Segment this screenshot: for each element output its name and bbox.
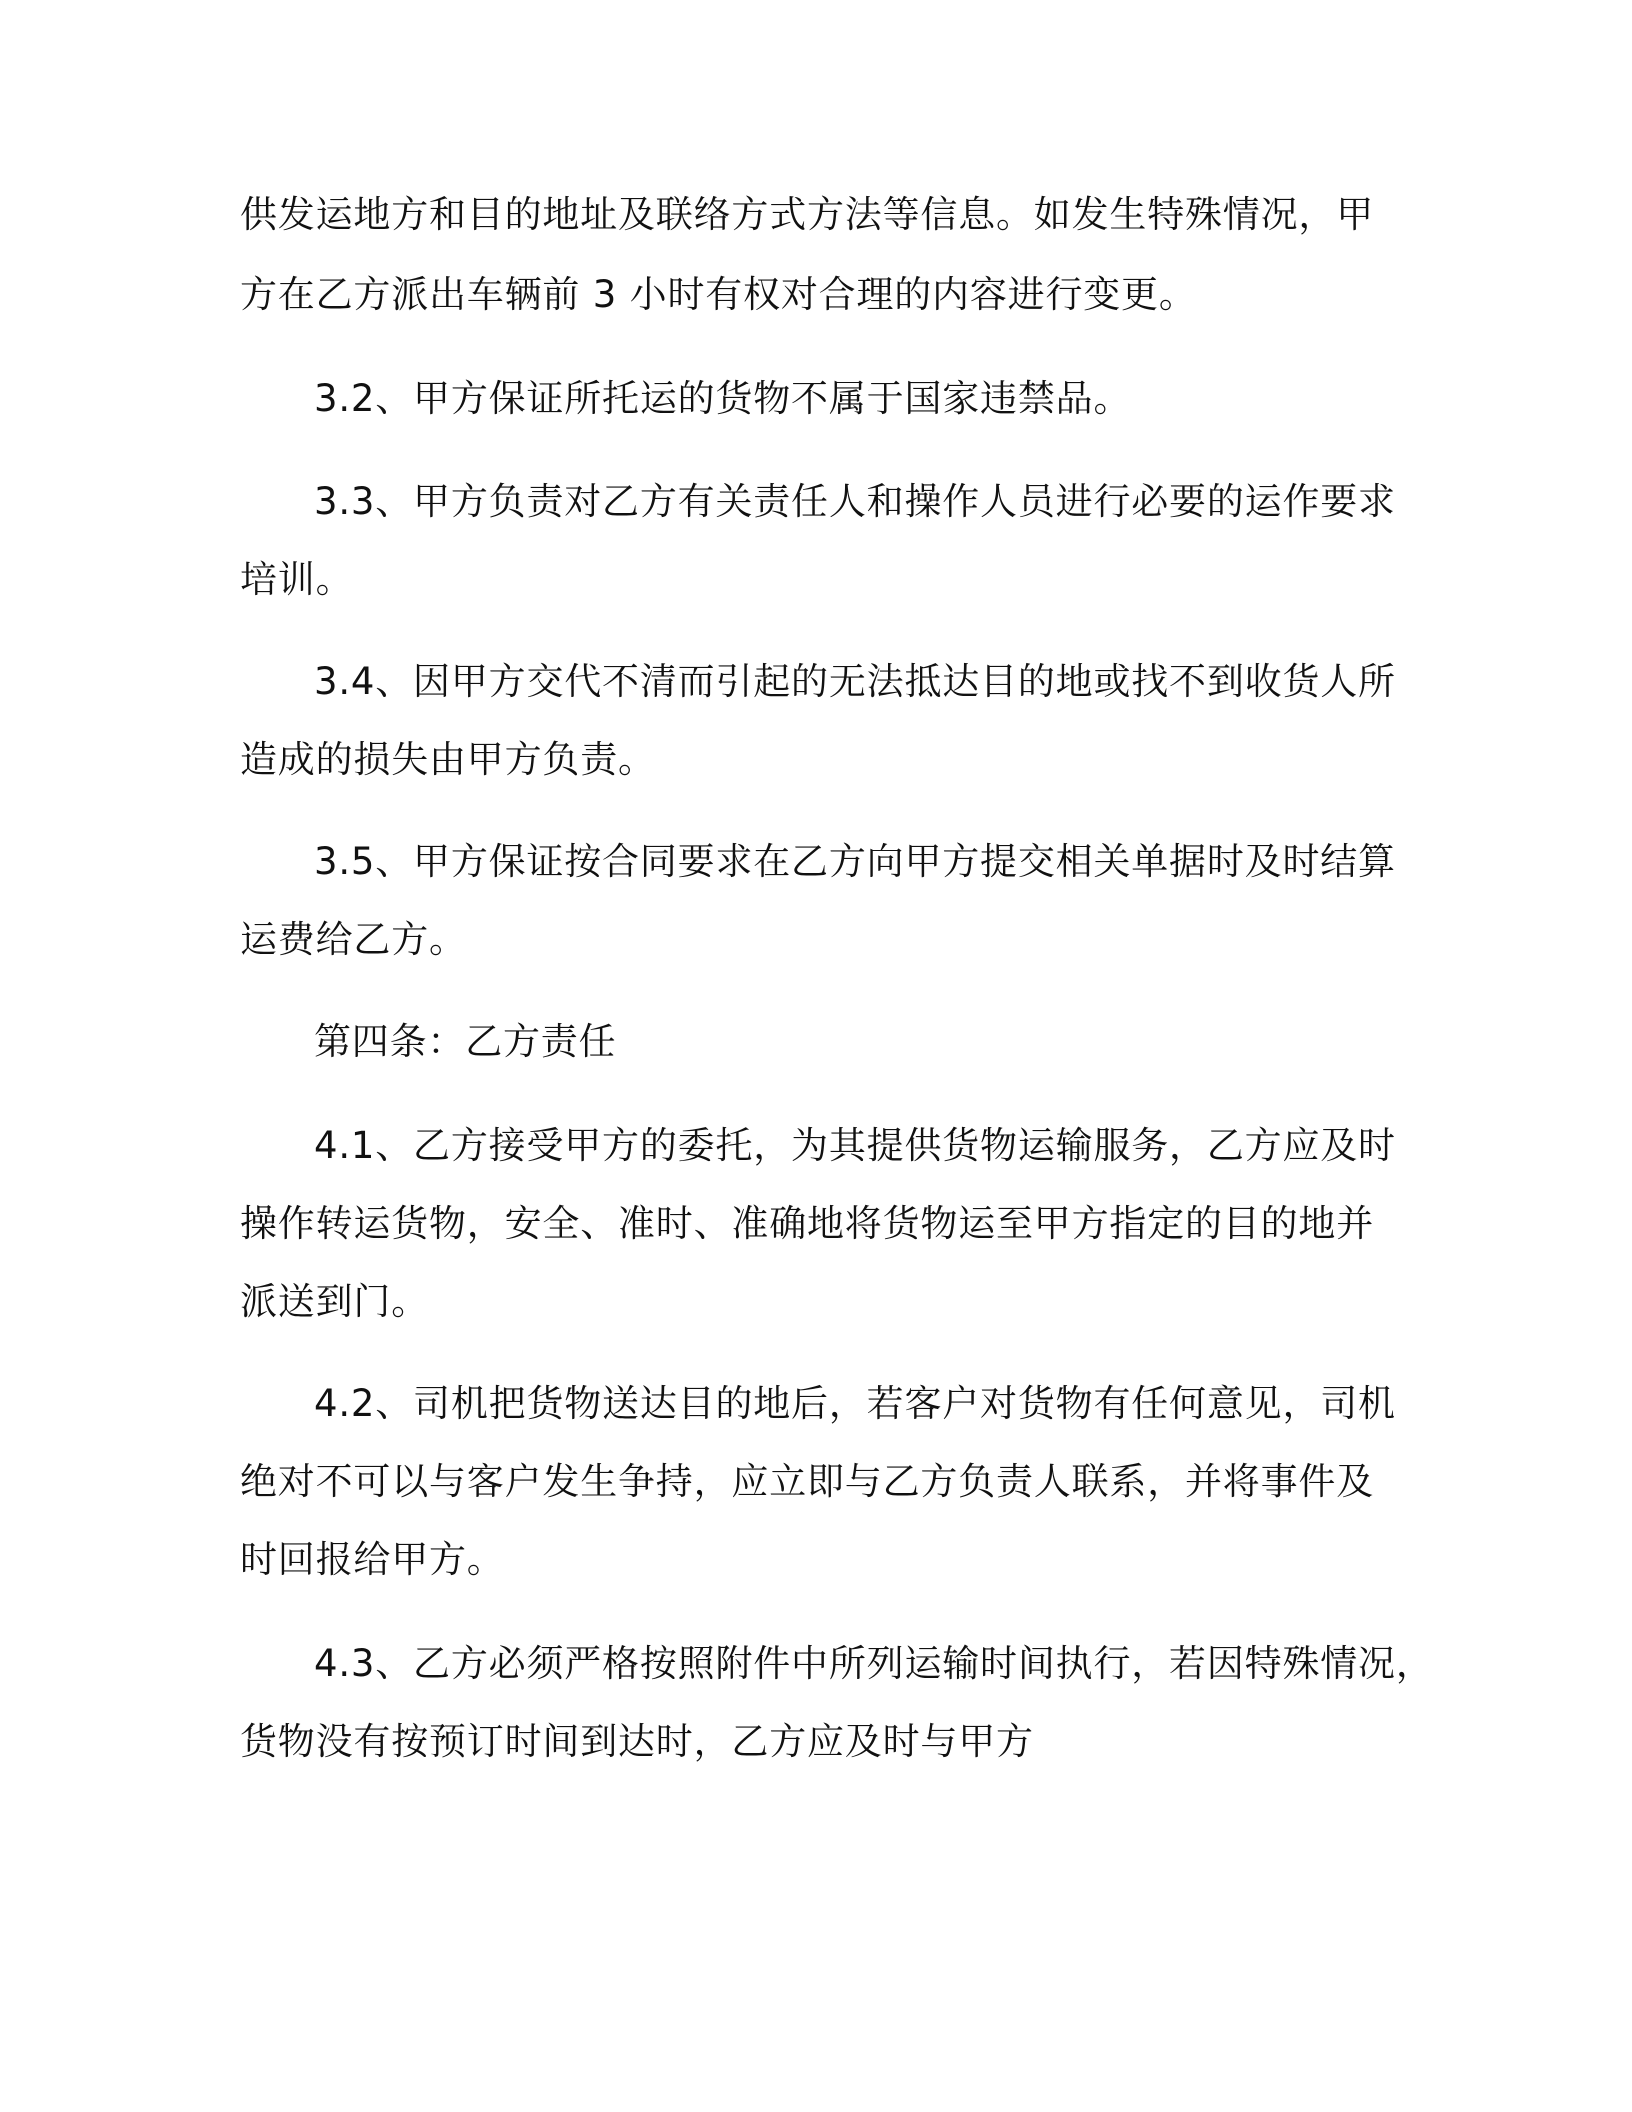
clause-4-2: 4.2、司机把货物送达目的地后，若客户对货物有任何意见，司机: [314, 1382, 1396, 1425]
text-line: 运费给乙方。: [240, 918, 467, 961]
text-line: 派送到门。: [240, 1280, 429, 1323]
text-line: 造成的损失由甲方负责。: [240, 738, 656, 781]
text-line: 时回报给甲方。: [240, 1538, 505, 1581]
clause-3-2: 3.2、甲方保证所托运的货物不属于国家违禁品。: [314, 377, 1132, 420]
text-line: 培训。: [240, 558, 354, 601]
clause-4-1: 4.1、乙方接受甲方的委托，为其提供货物运输服务，乙方应及时: [314, 1124, 1396, 1167]
text-line: 货物没有按预订时间到达时，乙方应及时与甲方: [240, 1720, 1034, 1763]
text-line: 供发运地方和目的地址及联络方式方法等信息。如发生特殊情况，甲: [240, 193, 1374, 236]
text-line: 绝对不可以与客户发生争持，应立即与乙方负责人联系，并将事件及: [240, 1460, 1374, 1503]
text-line: 方在乙方派出车辆前 3 小时有权对合理的内容进行变更。: [240, 273, 1197, 316]
text-line: 操作转运货物，安全、准时、准确地将货物运至甲方指定的目的地并: [240, 1202, 1374, 1245]
clause-4-3: 4.3、乙方必须严格按照附件中所列运输时间执行，若因特殊情况，: [314, 1642, 1434, 1685]
clause-3-5: 3.5、甲方保证按合同要求在乙方向甲方提交相关单据时及时结算: [314, 840, 1396, 883]
clause-3-3: 3.3、甲方负责对乙方有关责任人和操作人员进行必要的运作要求: [314, 480, 1396, 523]
clause-3-4: 3.4、因甲方交代不清而引起的无法抵达目的地或找不到收货人所: [314, 660, 1396, 703]
section-heading: 第四条：乙方责任: [314, 1020, 617, 1063]
